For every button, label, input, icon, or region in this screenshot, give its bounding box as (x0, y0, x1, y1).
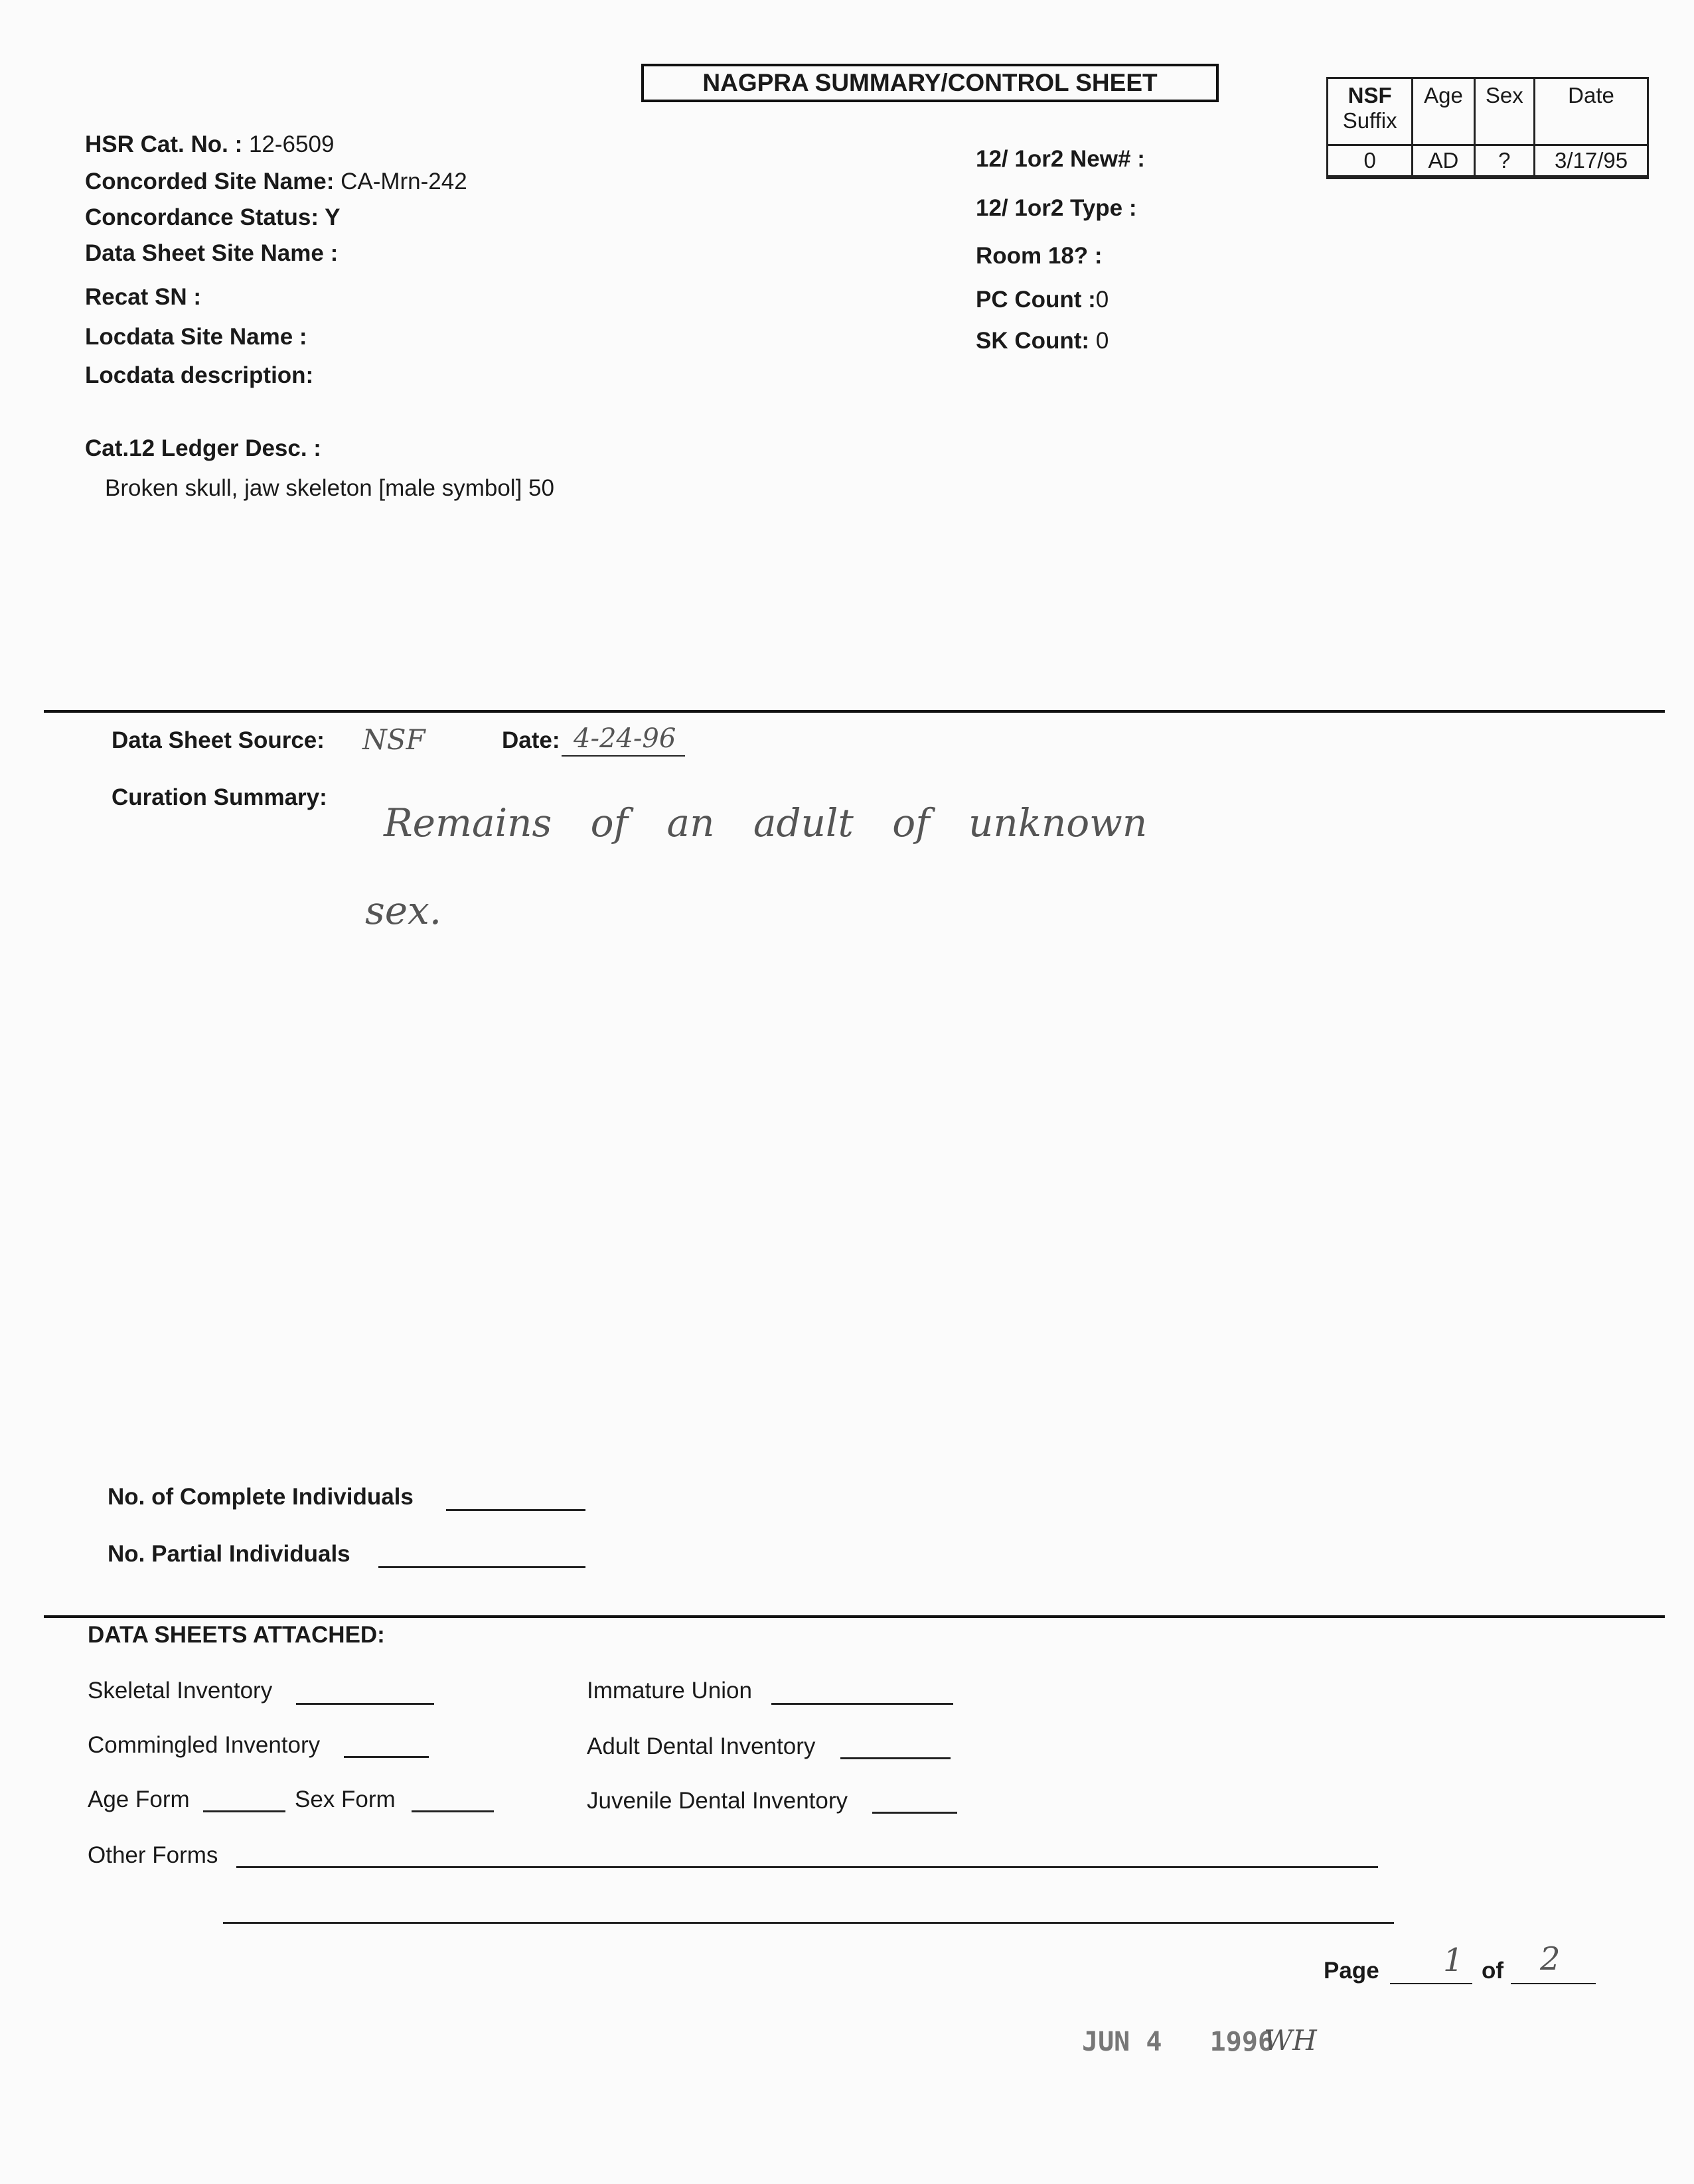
stamp-initials: WH (1264, 2024, 1317, 2057)
partial-individuals-label: No. Partial Individuals (108, 1541, 350, 1567)
complete-individuals-label: No. of Complete Individuals (108, 1484, 414, 1510)
locdata-desc-label: Locdata description: (85, 362, 314, 388)
concorded-value: CA-Mrn-242 (341, 169, 467, 194)
hsr-label: HSR Cat. No. : (85, 131, 243, 157)
date-underline (562, 755, 685, 757)
type-label: 12/ 1or2 Type : (976, 195, 1137, 221)
other-forms-field-2[interactable] (223, 1922, 1394, 1924)
received-date-stamp: JUN 4 1996 (1082, 2027, 1274, 2057)
skeletal-inventory-label: Skeletal Inventory (88, 1678, 273, 1704)
date-label: Date: (502, 727, 560, 753)
page-total-value: 2 (1540, 1940, 1561, 1978)
sex-form-field[interactable] (412, 1810, 494, 1812)
locdata-site-label: Locdata Site Name : (85, 324, 307, 350)
hsr-field (85, 131, 334, 158)
nsf-table (1326, 77, 1649, 179)
juvenile-dental-field[interactable] (872, 1812, 957, 1814)
nsf-cell-sex: ? (1474, 145, 1534, 178)
nsf-cell-date: 3/17/95 (1535, 145, 1648, 178)
complete-individuals-field[interactable] (446, 1509, 585, 1511)
adult-dental-label: Adult Dental Inventory (587, 1733, 816, 1759)
skeletal-inventory-field[interactable] (296, 1703, 434, 1705)
recat-label: Recat SN : (85, 284, 202, 310)
nsf-header-sex: Sex (1474, 78, 1534, 145)
nsf-cell-age: AD (1413, 145, 1474, 178)
page-number-underline (1390, 1983, 1472, 1984)
nsf-header-suffix: Suffix (1342, 108, 1397, 133)
sk-count-field (976, 328, 1109, 354)
partial-individuals-field[interactable] (378, 1566, 585, 1568)
immature-union-field[interactable] (771, 1703, 953, 1705)
juvenile-dental-label: Juvenile Dental Inventory (587, 1788, 848, 1814)
page-title-text: NAGPRA SUMMARY/CONTROL SHEET (702, 69, 1158, 96)
source-value: NSF (362, 723, 425, 756)
section-divider-bottom (44, 1615, 1665, 1618)
ledger-text: Broken skull, jaw skeleton [male symbol] 50 (105, 475, 554, 501)
nsf-header-nsf: NSF (1348, 83, 1392, 108)
curation-text-line2: sex. (365, 888, 442, 933)
concordance-field (85, 204, 340, 231)
nsf-cell-suffix: 0 (1328, 145, 1413, 178)
concorded-field (85, 169, 467, 195)
concordance-label: Concordance Status: (85, 204, 319, 230)
pc-count-value: 0 (1095, 287, 1109, 313)
immature-union-label: Immature Union (587, 1678, 752, 1704)
commingled-inventory-field[interactable] (344, 1756, 429, 1758)
of-label: of (1482, 1958, 1504, 1984)
room-label: Room 18? : (976, 243, 1103, 269)
hsr-value: 12-6509 (248, 131, 335, 157)
pc-count-label: PC Count : (976, 287, 1096, 313)
page-label: Page (1324, 1958, 1379, 1984)
date-value: 4-24-96 (574, 723, 676, 754)
other-forms-field[interactable] (236, 1866, 1378, 1868)
nsf-header (1328, 78, 1413, 145)
age-form-label: Age Form (88, 1786, 190, 1812)
datasheet-site-label: Data Sheet Site Name : (85, 240, 339, 266)
pc-count-field (976, 287, 1109, 313)
sk-count-label: SK Count: (976, 328, 1090, 354)
source-label: Data Sheet Source: (112, 727, 325, 753)
sk-count-value: 0 (1095, 328, 1109, 354)
page-title (641, 64, 1219, 102)
other-forms-label: Other Forms (88, 1842, 218, 1868)
sex-form-label: Sex Form (295, 1786, 396, 1812)
curation-text-line1: Remains of an adult of unknown (384, 800, 1148, 845)
page-number-value: 1 (1443, 1942, 1464, 1979)
attached-heading: DATA SHEETS ATTACHED: (88, 1622, 385, 1648)
page-total-underline (1511, 1983, 1596, 1984)
ledger-label: Cat.12 Ledger Desc. : (85, 435, 321, 461)
nsf-header-age: Age (1413, 78, 1474, 145)
section-divider-top (44, 710, 1665, 713)
new-label: 12/ 1or2 New# : (976, 146, 1145, 172)
concorded-label: Concorded Site Name: (85, 169, 335, 194)
commingled-inventory-label: Commingled Inventory (88, 1732, 321, 1758)
curation-label: Curation Summary: (112, 784, 327, 810)
concordance-value: Y (325, 204, 341, 230)
age-form-field[interactable] (203, 1810, 285, 1812)
adult-dental-field[interactable] (840, 1757, 951, 1759)
nsf-header-date: Date (1535, 78, 1648, 145)
